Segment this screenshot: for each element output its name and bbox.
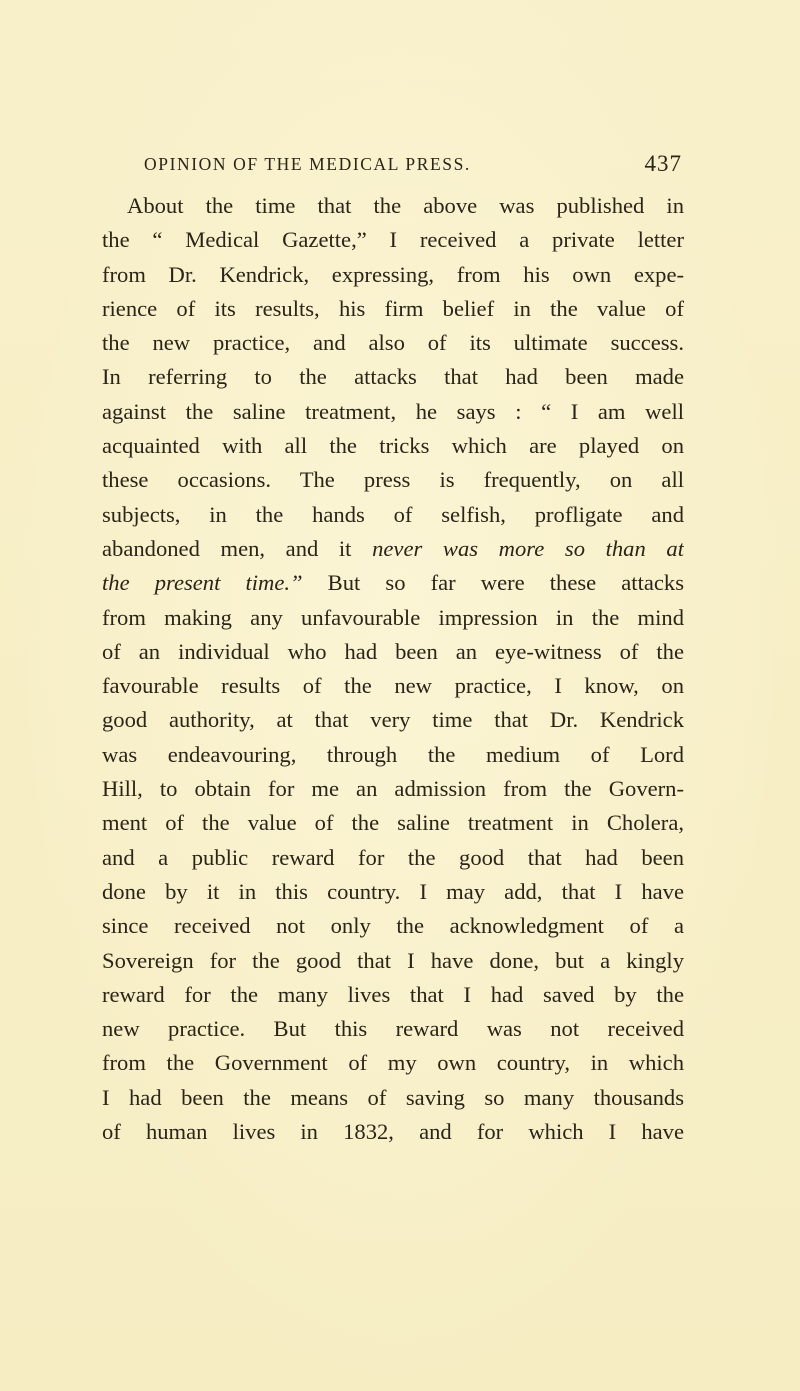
text-line: against the saline treatment, he says : “ I am well bbox=[102, 398, 684, 424]
text-line: of an individual who had been an eye-witness of the bbox=[102, 638, 684, 664]
text-line: favourable results of the new practice, I know, on bbox=[102, 673, 684, 699]
text-line: new practice. But this reward was not received bbox=[102, 1016, 684, 1042]
text-line: rience of its results, his firm belief in the value of bbox=[102, 295, 684, 321]
page-number: 437 bbox=[644, 151, 682, 176]
text-line: Hill, to obtain for me an admission from the Govern- bbox=[102, 776, 684, 802]
text-line: subjects, in the hands of selfish, profligate and bbox=[102, 501, 684, 527]
text-line: and a public reward for the good that had been bbox=[102, 844, 684, 870]
text-line: from making any unfavourable impression in the mind bbox=[102, 604, 684, 630]
text-segment: abandoned men, and it bbox=[102, 535, 352, 561]
text-line: good authority, at that very time that Dr. Kendrick bbox=[102, 707, 684, 733]
text-line: from Dr. Kendrick, expressing, from his own expe- bbox=[102, 261, 684, 287]
text-line: ment of the value of the saline treatment in Cholera, bbox=[102, 810, 684, 836]
text-line: of human lives in 1832, and for which I have bbox=[102, 1119, 684, 1145]
text-line: About the time that the above was published in bbox=[127, 193, 684, 218]
italic-segment: never was more so than at bbox=[372, 535, 684, 561]
text-line: In referring to the attacks that had been made bbox=[102, 364, 684, 390]
text-line: since received not only the acknowledgment of a bbox=[102, 913, 684, 939]
running-head bbox=[144, 150, 682, 178]
text-line: was endeavouring, through the medium of Lord bbox=[102, 741, 684, 767]
text-line: reward for the many lives that I had saved by the bbox=[102, 981, 684, 1007]
text-line-mixed bbox=[102, 532, 684, 566]
body-text bbox=[102, 189, 684, 1149]
running-title: OPINION OF THE MEDICAL PRESS. bbox=[144, 154, 471, 174]
text-line: done by it in this country. I may add, that I have bbox=[102, 878, 684, 904]
text-line-mixed bbox=[102, 566, 684, 600]
text-line: I had been the means of saving so many thousands bbox=[102, 1084, 684, 1110]
text-line: the “ Medical Gazette,” I received a private letter bbox=[102, 227, 684, 253]
text-line: these occasions. The press is frequently, on all bbox=[102, 467, 684, 493]
text-line: Sovereign for the good that I have done, but a kingly bbox=[102, 947, 684, 973]
text-segment: But so far were these attacks bbox=[327, 570, 684, 596]
italic-segment: the present time.” bbox=[102, 570, 303, 596]
text-line: the new practice, and also of its ultimate success. bbox=[102, 330, 684, 356]
text-line: acquainted with all the tricks which are played on bbox=[102, 433, 684, 459]
text-line: from the Government of my own country, in which bbox=[102, 1050, 684, 1076]
